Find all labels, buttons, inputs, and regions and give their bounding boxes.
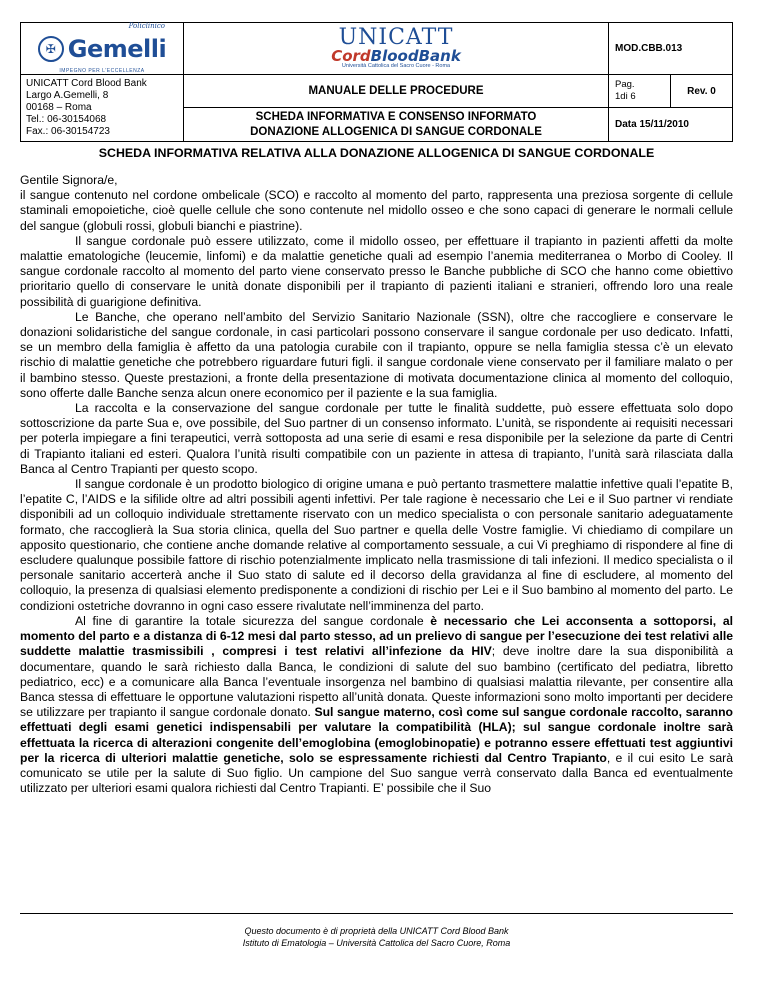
paragraph-2: Il sangue cordonale può essere utilizzato, come il midollo osseo, per effettuare il trapianto in pazienti affetti da molte malattie ematologiche (leucemie, linfomi) e da malattie genetiche quali ad esempio l’anemia mediterranea o Morbo di Cooley. Il sangue cordonale raccolto al momento del parto viene conservato presso le Banche pubbliche di SCO che hanno come obiettivo prioritario quello di conservare le unità donate disponibili per il trapianto di pazienti italiani e stranieri, offrendo loro una reale possibilità di guarigione definitiva. — [20, 233, 733, 309]
gemelli-logo — [21, 30, 183, 68]
unicatt-logo-cbb-a: Cord — [331, 47, 371, 66]
unicatt-logo-name: UNICATT — [338, 25, 454, 51]
paragraph-4: La raccolta e la conservazione del sangue cordonale per tutte le finalità suddette, può essere effettuata solo dopo sottoscrizione da parte Sua e, ove possibile, del Suo partner di un consenso informato. L’unità, se rispondente ai requisiti necessari per poterla impiegare a fini terapeutici, verrà sottoposta ad una serie di esami e resa disponibile per la selezione da parte di Centri di Trapianto italiani ed esteri. Qualora l’unità risulti compatibile con un paziente in attesa di trapianto, l’unità sarà rilasciata dalla Banca al Centro Trapianti per questo scopo. — [20, 401, 733, 476]
address-line: Tel.: 06-30154068 — [26, 114, 107, 125]
footer-line-1: Questo documento è di proprietà della UNICATT Cord Blood Bank — [244, 926, 509, 936]
unicatt-logo-cbb — [184, 49, 608, 64]
p6-text-e: , e il cui esito Le sarà comunicato se utile per la salute di Suo figlio. Un campione del Suo sangue verrà conservato dalla Banca ed eventualmente utilizzato per ulteriori esami qualora richiesti dal Centro Trapianti. E’ possibile che il Suo — [20, 750, 734, 796]
gemelli-logo-tagline: IMPEGNO PER L'ECCELLENZA — [59, 68, 145, 74]
footer — [20, 925, 733, 949]
gemelli-logo-cell — [21, 23, 184, 75]
page-number: 1di 6 — [615, 91, 636, 102]
document-body — [20, 173, 733, 796]
footer-divider — [20, 913, 733, 914]
form-title-line-2: DONAZIONE ALLOGENICA DI SANGUE CORDONALE — [250, 125, 542, 138]
p6-bold-b: è necessario che Lei acconsenta a sottoporsi, al momento del parto e a distanza di 6-12 mesi dal parto stesso, ad un prelievo di sangue per l’esecuzione dei test relativi alle suddette malattie trasmissibili , compresi i test relativi all’infezione da HIV — [20, 613, 733, 659]
unicatt-logo-sub: Università Cattolica del Sacro Cuore - Roma — [341, 63, 451, 70]
unicatt-logo-cell — [184, 23, 609, 75]
gemelli-logo-top: Policlinico — [128, 22, 165, 30]
header-table — [20, 22, 733, 142]
document-date: Data 15/11/2010 — [609, 108, 733, 142]
p6-text-a: Al fine di garantire la totale sicurezza del sangue cordonale — [75, 613, 431, 628]
revision: Rev. 0 — [671, 75, 733, 108]
footer-line-2: Istituto di Ematologia – Università Cattolica del Sacro Cuore, Roma — [242, 938, 511, 948]
unicatt-logo-cbb-b: BloodBank — [370, 47, 461, 66]
address-line: 00168 – Roma — [26, 102, 92, 113]
form-title — [184, 108, 609, 142]
greeting: Gentile Signora/e, — [20, 173, 118, 187]
p6-bold-d: Sul sangue materno, così come sul sangue cordonale raccolto, saranno effettuati degli esami genetici indispensabili per valutare la compatibilità (HLA); sul sangue cordonale inoltre sarà effettuata la ricerca di alterazioni congenite dell’emoglobina (emoglobinopatie) e potranno essere effettuati test aggiuntivi per la ricerca di ulteriori malattie genetiche, solo se espressamente richiesti dal Centro Trapianto — [20, 705, 733, 765]
gemelli-logo-name: Gemelli — [67, 35, 167, 63]
paragraph-6 — [20, 614, 733, 796]
address-line: Largo A.Gemelli, 8 — [26, 90, 109, 101]
address-line: Fax.: 06-30154723 — [26, 126, 110, 137]
paragraph-3: Le Banche, che operano nell’ambito del Servizio Sanitario Nazionale (SSN), oltre che raccogliere e conservare le donazioni solidaristiche del sangue cordonale, in casi particolari possono conservare il sangue cordonale per uso dedicato. Infatti, se un membro della famiglia è affetto da una patologia curabile con il trapianto, oppure se nella famiglia stessa c’è un elevato rischio di malattie genetiche che potrebbero riguardare futuri figli. il sangue cordonale viene conservato per il familiare malato o per il bambino stesso. Queste prestazioni, a fronte della presentazione di motivata documentazione clinica al momento del colloquio, sono offerte dalle Banche senza alcun onere economico per il paziente e la sua famiglia. — [20, 309, 733, 400]
page-info — [609, 75, 671, 108]
address-line: UNICATT Cord Blood Bank — [26, 78, 147, 89]
page-title: SCHEDA INFORMATIVA RELATIVA ALLA DONAZIONE ALLOGENICA DI SANGUE CORDONALE — [98, 146, 655, 160]
manual-title: MANUALE DELLE PROCEDURE — [184, 75, 609, 108]
paragraph-5: Il sangue cordonale è un prodotto biologico di origine umana e può pertanto trasmettere malattie infettive quali l’epatite B, l’epatite C, l’AIDS e la sifilide oltre ad altri possibili agenti infettivi. Per tale ragione è necessario che Lei e il Suo partner vi rendiate disponibili ad un colloquio individuale strettamente riservato con un medico specialista o con personale sanitario adeguatamente formato, che raccoglierà la Sua storia clinica, quella del Suo partner e quella delle Vostre famiglie. Vi chiediamo di compilare un apposito questionario, che contiene anche domande relative al comportamento sessuale, a cui Vi preghiamo di rispondere al fine di escludere qualunque possibile fattore di rischio potenzialmente implicato nella trasmissione di tali infezioni. Il medico specialista o il personale sanitario accerterà anche il Suo stato di salute ed il decorso della gravidanza al fine di escludere, al momento del colloquio, la presenza di qualsiasi elemento predisponente a condizioni di rischio per Lei e il Suo bambino al momento del parto. Le condizioni ostetriche dovranno in ogni caso essere rivalutate nell’imminenza del parto. — [20, 477, 733, 613]
p6-text-c: ; deve inoltre dare la sua disponibilità a documentare, quando le sarà richiesto dalla Banca, le condizioni di salute del suo bambino (certificato del pediatra, libretto pediatrico, ecc) e a comunicare alla Banca l’eventuale insorgenza nel bambino di qualsiasi malattia rilevante, per consentire alla Banca stessa di effettuare le opportune valutazioni rispetto all’unità donata. Queste informazioni sono molto importanti per decidere se utilizzare per trapianto il sangue cordonale donato. — [20, 644, 733, 720]
gemelli-seal-icon: ✠ — [38, 36, 64, 62]
paragraph-1: il sangue contenuto nel cordone ombelicale (SCO) e raccolto al momento del parto, rappresenta una preziosa sorgente di cellule staminali emopoietiche, cioè quelle cellule che sono contenute nel midollo osseo e che sono capaci di generare le normali cellule del sangue (globuli rossi, globuli bianchi e piastrine). — [20, 188, 733, 233]
form-title-line-1: SCHEDA INFORMATIVA E CONSENSO INFORMATO — [255, 110, 537, 123]
address-block — [21, 75, 184, 142]
mod-code: MOD.CBB.013 — [609, 23, 733, 75]
page-label: Pag. — [615, 79, 635, 90]
unicatt-logo — [184, 27, 608, 70]
